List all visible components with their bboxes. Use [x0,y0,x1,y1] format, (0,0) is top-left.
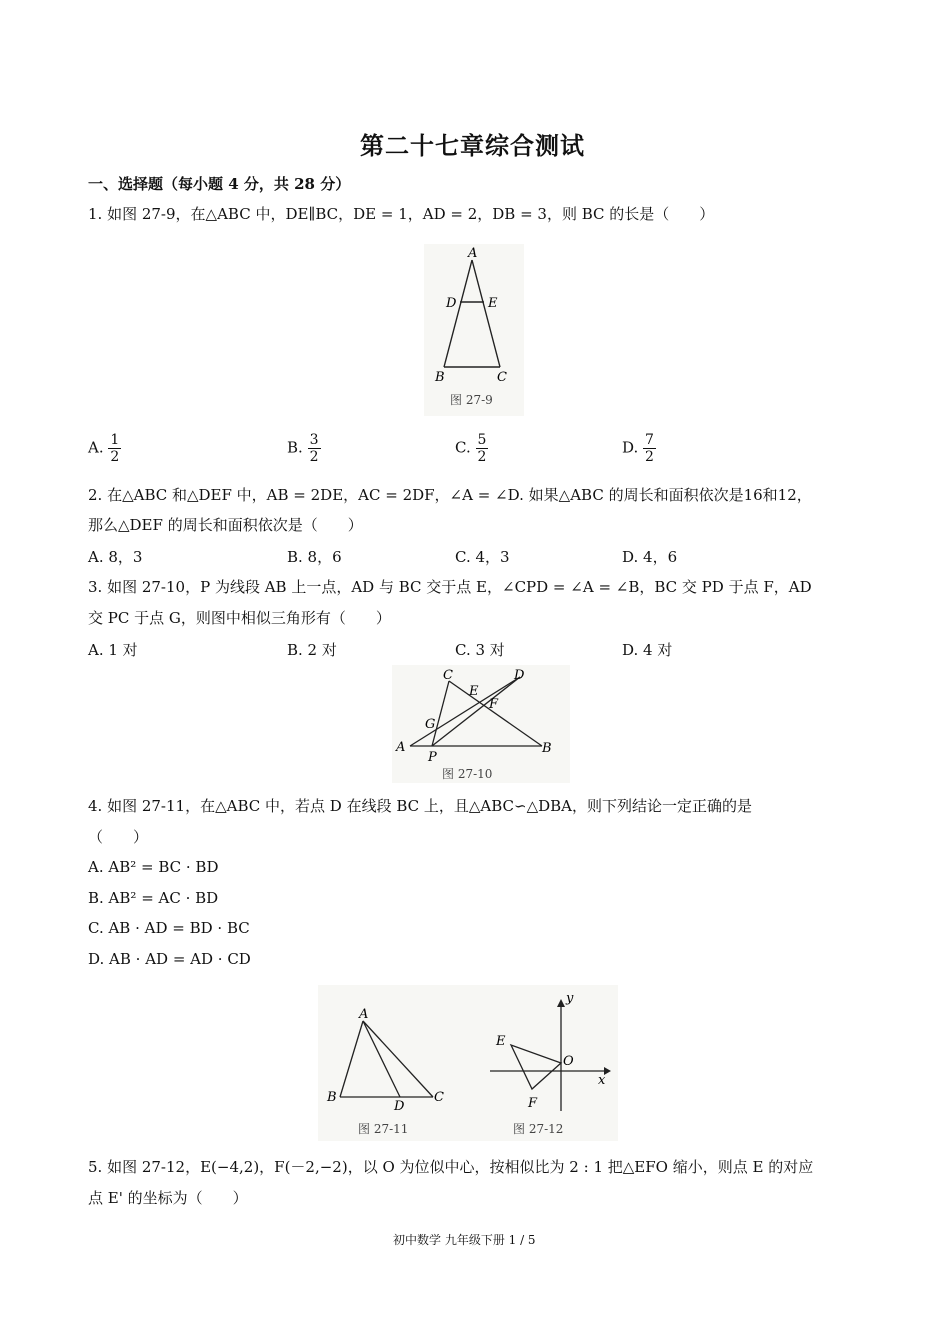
q3-option-b: B. 2 对 [287,641,337,659]
fig279-label-c: C [497,370,507,385]
fig2712-caption: 图 27-12 [513,1122,564,1136]
fig279-label-e: E [488,296,498,311]
fig2710-label-p: P [428,750,437,765]
fig2711-label-d: D [394,1099,405,1114]
fig2711-caption: 图 27-11 [358,1122,409,1136]
page-footer: 初中数学 九年级下册 1 / 5 [393,1233,536,1247]
q1-option-b: B. $\frac{3}{2}$ [287,432,319,465]
section-heading: 一、选择题（每小题 4 分，共 28 分） [88,175,351,193]
q1-option-d: D. $\frac{7}{2}$ [622,432,654,465]
fig2710-label-a: A [396,740,406,755]
q4-option-a: A. AB² = BC · BD [88,858,219,876]
q3-option-a: A. 1 对 [88,641,138,659]
question-4-line-2: （ ） [88,828,149,846]
q1-option-c: C. $\frac{5}{2}$ [455,432,487,465]
q2-option-d: D. 4，6 [622,548,678,566]
question-5-line-2: 点 E' 的坐标为（ ） [88,1189,248,1207]
q3-option-c: C. 3 对 [455,641,505,659]
q2-option-a: A. 8，3 [88,548,143,566]
question-4-line-1: 4. 如图 27-11，在△ABC 中，若点 D 在线段 BC 上，且△ABC∽△DBA，则下列结论一定正确的是 [88,797,753,815]
question-3-line-1: 3. 如图 27-10，P 为线段 AB 上一点，AD 与 BC 交于点 E，∠CPD = ∠A = ∠B，BC 交 PD 于点 F，AD [88,578,812,596]
fig279-label-b: B [435,370,445,385]
question-2-line-2: 那么△DEF 的周长和面积依次是（ ） [88,516,363,534]
question-2-line-1: 2. 在△ABC 和△DEF 中，AB = 2DE，AC = 2DF，∠A = ∠D. 如果△ABC 的周长和面积依次是16和12， [88,486,812,504]
q3-option-d: D. 4 对 [622,641,673,659]
q4-option-c: C. AB · AD = BD · BC [88,919,250,937]
question-5-line-1: 5. 如图 27-12，E(−4,2)，F(－2,−2)，以 O 为位似中心，按相似比为 2 : 1 把△EFO 缩小，则点 E 的对应 [88,1158,814,1176]
fig2711-label-c: C [434,1090,444,1105]
fig2710-label-d: D [514,668,525,683]
page-title: 第二十七章综合测试 [360,131,585,160]
fig2710-caption: 图 27-10 [442,767,493,781]
fig2712-label-y: y [566,991,574,1006]
fig2712-label-f: F [528,1096,538,1111]
figure-27-10 [392,665,570,783]
fig2710-label-b: B [542,741,552,756]
fig2710-label-g: G [425,717,436,732]
fig2710-label-e: E [469,684,479,699]
fig279-label-a: A [468,246,478,261]
fig2712-label-e: E [496,1034,506,1049]
fig279-caption: 图 27-9 [450,393,493,407]
figure-27-9 [424,244,524,416]
fig2710-label-c: C [443,668,453,683]
fig2711-label-a: A [359,1007,369,1022]
figures-27-11-27-12 [318,985,618,1141]
fig2712-label-o: O [563,1054,574,1069]
q4-option-d: D. AB · AD = AD · CD [88,950,251,968]
q2-option-b: B. 8，6 [287,548,342,566]
fig279-label-d: D [446,296,457,311]
question-3-line-2: 交 PC 于点 G，则图中相似三角形有（ ） [88,609,391,627]
fig2712-label-x: x [598,1073,606,1088]
q2-option-c: C. 4，3 [455,548,510,566]
question-1-text: 1. 如图 27-9，在△ABC 中，DE∥BC，DE = 1，AD = 2，DB = 3，则 BC 的长是（ ） [88,205,715,223]
fig2711-label-b: B [327,1090,337,1105]
q4-option-b: B. AB² = AC · BD [88,889,219,907]
fig2710-label-f: F [489,697,499,712]
q1-option-a: A. $\frac{1}{2}$ [88,432,120,465]
